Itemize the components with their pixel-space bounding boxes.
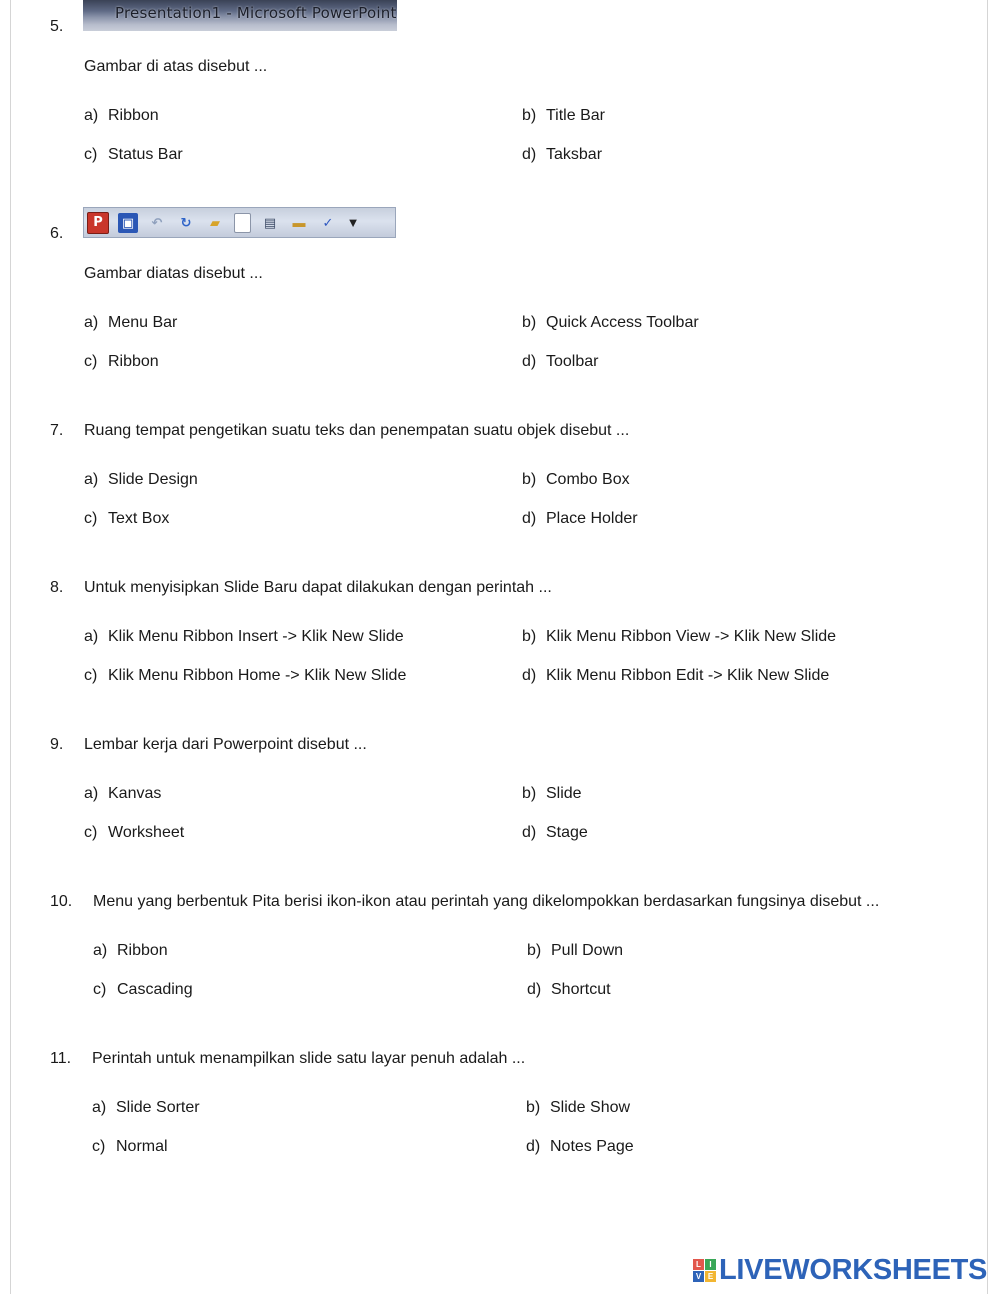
option-letter: c) bbox=[84, 824, 98, 841]
question-number: 7. bbox=[50, 422, 64, 439]
option-d[interactable] bbox=[522, 145, 602, 165]
option-b[interactable] bbox=[522, 627, 836, 647]
question-text: Menu yang berbentuk Pita berisi ikon-ikon atau perintah yang dikelompokkan berdasarkan fungsinya disebut ... bbox=[93, 893, 880, 910]
option-d[interactable] bbox=[526, 1137, 634, 1157]
logo-grid-letter: E bbox=[705, 1271, 716, 1282]
option-text: Taksbar bbox=[546, 146, 603, 163]
spelling-check-icon: ✓ bbox=[322, 214, 334, 230]
option-a[interactable] bbox=[84, 784, 161, 804]
option-text: Pull Down bbox=[551, 942, 624, 959]
question-number: 5. bbox=[50, 18, 64, 35]
option-text: Klik Menu Ribbon Home -> Klik New Slide bbox=[108, 667, 407, 684]
option-c[interactable] bbox=[92, 1137, 168, 1157]
option-b[interactable] bbox=[527, 941, 623, 961]
print-icon: ▤ bbox=[263, 214, 277, 230]
option-letter: b) bbox=[522, 471, 537, 488]
question-number: 6. bbox=[50, 225, 64, 242]
option-b[interactable] bbox=[522, 313, 699, 333]
redo-icon: ↻ bbox=[180, 214, 192, 230]
option-d[interactable] bbox=[527, 980, 611, 1000]
option-letter: b) bbox=[522, 314, 537, 331]
option-letter: b) bbox=[527, 942, 542, 959]
option-letter: c) bbox=[84, 353, 98, 370]
option-a[interactable] bbox=[84, 313, 177, 333]
question-text: Gambar diatas disebut ... bbox=[84, 265, 263, 282]
option-letter: d) bbox=[522, 510, 537, 527]
title-bar-caption: Presentation1 - Microsoft PowerPoint bbox=[115, 4, 397, 22]
option-letter: a) bbox=[84, 785, 99, 802]
powerpoint-logo-icon: P bbox=[87, 212, 109, 234]
title-bar-image bbox=[83, 0, 397, 31]
logo-grid-letter: V bbox=[693, 1271, 704, 1282]
question-number: 10. bbox=[50, 893, 73, 910]
option-letter: c) bbox=[93, 981, 107, 998]
option-letter: d) bbox=[522, 146, 537, 163]
option-b[interactable] bbox=[522, 470, 630, 490]
option-text: Title Bar bbox=[546, 107, 605, 124]
option-letter: a) bbox=[92, 1099, 107, 1116]
option-c[interactable] bbox=[84, 145, 183, 165]
option-text: Stage bbox=[546, 824, 588, 841]
option-letter: c) bbox=[84, 667, 98, 684]
option-text: Worksheet bbox=[108, 824, 185, 841]
option-b[interactable] bbox=[522, 784, 582, 804]
option-text: Klik Menu Ribbon Edit -> Klik New Slide bbox=[546, 667, 830, 684]
option-text: Kanvas bbox=[108, 785, 162, 802]
option-letter: d) bbox=[522, 667, 537, 684]
question-text: Gambar di atas disebut ... bbox=[84, 58, 268, 75]
option-text: Slide Sorter bbox=[116, 1099, 200, 1116]
option-c[interactable] bbox=[84, 666, 406, 686]
option-letter: a) bbox=[84, 107, 99, 124]
open-folder-icon: ▰ bbox=[210, 214, 220, 230]
option-a[interactable] bbox=[92, 1098, 200, 1118]
option-text: Ribbon bbox=[108, 107, 159, 124]
logo-grid-icon bbox=[693, 1259, 716, 1282]
option-text: Status Bar bbox=[108, 146, 183, 163]
option-a[interactable] bbox=[84, 106, 159, 126]
question-number: 9. bbox=[50, 736, 64, 753]
option-text: Notes Page bbox=[550, 1138, 634, 1155]
option-text: Klik Menu Ribbon Insert -> Klik New Slide bbox=[108, 628, 404, 645]
option-text: Slide Design bbox=[108, 471, 198, 488]
option-text: Slide Show bbox=[550, 1099, 631, 1116]
question-text: Untuk menyisipkan Slide Baru dapat dilakukan dengan perintah ... bbox=[84, 579, 552, 596]
option-text: Combo Box bbox=[546, 471, 630, 488]
option-text: Text Box bbox=[108, 510, 170, 527]
option-c[interactable] bbox=[84, 509, 169, 529]
option-letter: c) bbox=[84, 146, 98, 163]
liveworksheets-logo[interactable] bbox=[693, 1254, 987, 1286]
option-text: Klik Menu Ribbon View -> Klik New Slide bbox=[546, 628, 837, 645]
option-letter: d) bbox=[522, 824, 537, 841]
folder-icon: ▬ bbox=[292, 215, 306, 230]
question-number: 8. bbox=[50, 579, 64, 596]
option-letter: c) bbox=[84, 510, 98, 527]
option-letter: d) bbox=[527, 981, 542, 998]
option-text: Quick Access Toolbar bbox=[546, 314, 699, 331]
option-a[interactable] bbox=[93, 941, 168, 961]
logo-grid-letter: I bbox=[705, 1259, 716, 1270]
undo-icon: ↶ bbox=[151, 214, 163, 230]
customize-dropdown-icon: ▼ bbox=[346, 215, 360, 230]
option-text: Toolbar bbox=[546, 353, 599, 370]
option-letter: b) bbox=[526, 1099, 541, 1116]
option-text: Ribbon bbox=[117, 942, 168, 959]
option-letter: b) bbox=[522, 785, 537, 802]
option-d[interactable] bbox=[522, 352, 598, 372]
option-c[interactable] bbox=[84, 823, 184, 843]
question-text: Lembar kerja dari Powerpoint disebut ... bbox=[84, 736, 367, 753]
option-b[interactable] bbox=[526, 1098, 630, 1118]
option-d[interactable] bbox=[522, 666, 829, 686]
option-text: Ribbon bbox=[108, 353, 159, 370]
save-icon: ▣ bbox=[118, 213, 138, 233]
option-text: Cascading bbox=[117, 981, 193, 998]
option-letter: a) bbox=[84, 314, 99, 331]
option-d[interactable] bbox=[522, 509, 638, 529]
option-a[interactable] bbox=[84, 627, 404, 647]
option-a[interactable] bbox=[84, 470, 198, 490]
option-c[interactable] bbox=[84, 352, 159, 372]
question-text: Perintah untuk menampilkan slide satu layar penuh adalah ... bbox=[92, 1050, 526, 1067]
option-letter: a) bbox=[84, 628, 99, 645]
option-text: Normal bbox=[116, 1138, 168, 1155]
option-letter: a) bbox=[84, 471, 99, 488]
option-b[interactable] bbox=[522, 106, 605, 126]
option-letter: c) bbox=[92, 1138, 106, 1155]
option-d[interactable] bbox=[522, 823, 588, 843]
logo-wordmark: LIVEWORKSHEETS bbox=[719, 1253, 988, 1286]
option-text: Shortcut bbox=[551, 981, 611, 998]
question-text: Ruang tempat pengetikan suatu teks dan penempatan suatu objek disebut ... bbox=[84, 422, 630, 439]
option-letter: d) bbox=[522, 353, 537, 370]
question-number: 11. bbox=[50, 1050, 72, 1067]
option-letter: b) bbox=[522, 628, 537, 645]
quick-access-toolbar-image bbox=[83, 207, 396, 238]
option-text: Place Holder bbox=[546, 510, 638, 527]
new-document-icon bbox=[234, 213, 251, 233]
logo-grid-letter: L bbox=[693, 1259, 704, 1270]
option-text: Menu Bar bbox=[108, 314, 178, 331]
option-letter: b) bbox=[522, 107, 537, 124]
option-letter: d) bbox=[526, 1138, 541, 1155]
option-text: Slide bbox=[546, 785, 582, 802]
option-letter: a) bbox=[93, 942, 108, 959]
option-c[interactable] bbox=[93, 980, 193, 1000]
